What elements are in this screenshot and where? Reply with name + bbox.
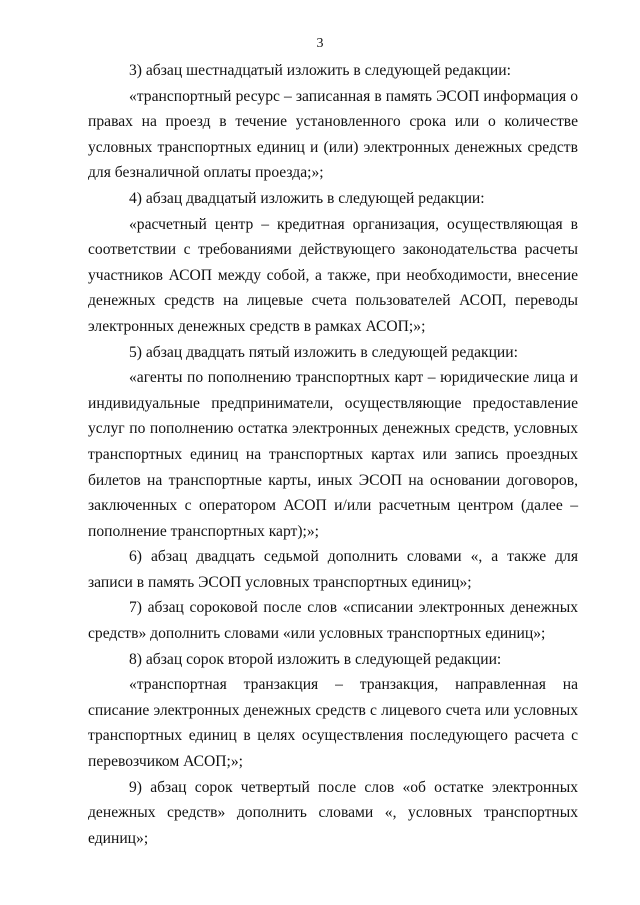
paragraph-item-4: 4) абзац двадцатый изложить в следующей редакции: bbox=[129, 189, 485, 207]
paragraph-item-9: 9) абзац сорок четвертый после слов «об остатке электронных денежных средств» дополнить словами «, условных транспортных единиц»; bbox=[88, 778, 578, 847]
paragraph-definition-card-agents: «агенты по пополнению транспортных карт – юридические лица и индивидуальные предприниматели, осуществляющие предоставление услуг по пополнению остатка электронных денежных средств, условных транспортных единиц на транспортных картах или запись проездных билетов на транспортные карты, иных ЭСОП на основании договоров, заключенных с оператором АСОП и/или расчетным центром (далее – пополнение транспортных карт);»; bbox=[88, 369, 578, 540]
paragraph-item-5: 5) абзац двадцать пятый изложить в следующей редакции: bbox=[129, 343, 518, 361]
document-body bbox=[88, 58, 578, 851]
paragraph-item-6: 6) абзац двадцать седьмой дополнить словами «, а также для записи в память ЭСОП условных транспортных единиц»; bbox=[88, 548, 578, 591]
paragraph-item-3: 3) абзац шестнадцатый изложить в следующей редакции: bbox=[129, 62, 511, 79]
paragraph-item-7: 7) абзац сороковой после слов «списании электронных денежных средств» дополнить словами «или условных транспортных единиц»; bbox=[88, 599, 578, 643]
paragraph-definition-transport-resource: «транспортный ресурс – записанная в память ЭСОП информация о правах на проезд в течение установленного срока или о количестве условных транспортных единиц и (или) электронных денежных средств для безналичной оплаты проезда;»; bbox=[88, 87, 578, 182]
paragraph-definition-transport-transaction: «транспортная транзакция – транзакция, направленная на списание электронных денежных средств с лицевого счета или условных транспортных единиц в целях осуществления последующего расчета с перевозчиком АСОП;»; bbox=[88, 676, 578, 771]
paragraph-item-8: 8) абзац сорок второй изложить в следующей редакции: bbox=[129, 650, 502, 668]
paragraph-definition-settlement-center: «расчетный центр – кредитная организация, осуществляющая в соответствии с требованиями действующего законодательства расчеты участников АСОП между собой, а также, при необходимости, внесение денежных средств на лицевые счета пользователей АСОП, переводы электронных денежных средств в рамках АСОП;»; bbox=[88, 215, 578, 335]
page-number: 3 bbox=[316, 36, 324, 51]
